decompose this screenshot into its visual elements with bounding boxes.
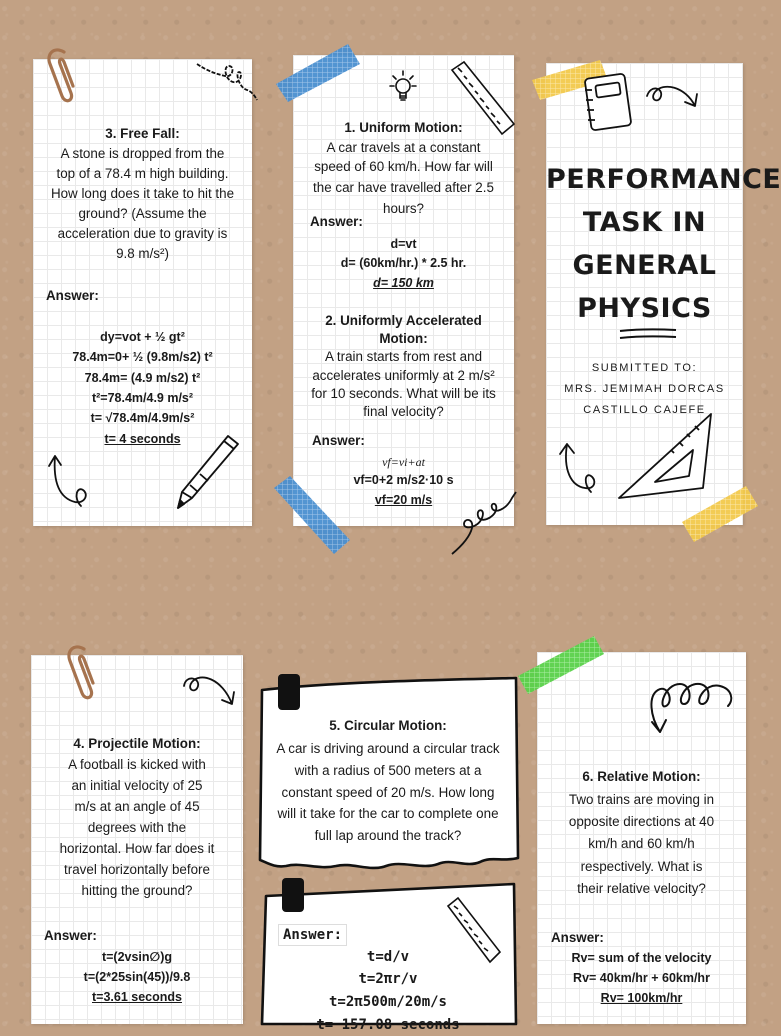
accelerated-motion-result: vf=20 m/s	[374, 493, 433, 507]
projectile-motion-line: degrees with the	[87, 820, 187, 835]
free-fall-heading: 3. Free Fall:	[105, 126, 180, 141]
accelerated-motion-line: final velocity?	[363, 404, 444, 419]
free-fall-step: t²=78.4m/4.9 m/s²	[91, 391, 194, 405]
lightbulb-icon	[385, 68, 421, 106]
accelerated-motion-line: for 10 seconds. What will be its	[311, 386, 496, 401]
free-fall-step: 78.4m= (4.9 m/s2) t²	[84, 371, 201, 385]
uniform-motion-line: the car have travelled after 2.5	[313, 180, 494, 195]
curved-arrow-icon	[555, 440, 605, 500]
free-fall-line: acceleration due to gravity is	[57, 226, 228, 241]
squiggle-icon	[450, 488, 520, 556]
circular-motion-step: t=d/v	[366, 949, 410, 965]
free-fall-line: 9.8 m/s²)	[116, 246, 169, 261]
curved-arrow-icon	[180, 670, 240, 715]
projectile-motion-line: travel horizontally before	[64, 862, 210, 877]
underline-scribble-icon	[618, 326, 678, 342]
free-fall-step: 78.4m=0+ ½ (9.8m/s2) t²	[72, 350, 213, 364]
uniform-motion-line: speed of 60 km/h. How far will	[314, 159, 493, 174]
free-fall-line: ground? (Assume the	[78, 206, 207, 221]
free-fall-step: dy=vot + ½ gt²	[100, 330, 185, 344]
circular-motion-line: full lap around the track?	[314, 828, 462, 843]
free-fall-answer-label: Answer:	[46, 288, 99, 303]
uniform-motion-line: hours?	[383, 201, 424, 216]
teacher-name: MRS. JEMIMAH DORCAS	[564, 383, 725, 395]
circular-motion-line: A car is driving around a circular track	[276, 741, 500, 756]
accelerated-motion-line: A train starts from rest and	[324, 349, 483, 364]
projectile-motion-answer-label: Answer:	[44, 928, 97, 943]
relative-motion-answer-label: Answer:	[551, 930, 604, 945]
blue-tape	[272, 474, 352, 556]
free-fall-line: top of a 78.4 m high building.	[56, 166, 229, 181]
circular-motion-step: t=2πr/v	[358, 971, 418, 987]
accelerated-motion-step: vf=0+2 m/s2·10 s	[353, 473, 454, 487]
accelerated-motion-line: accelerates uniformly at 2 m/s²	[312, 368, 495, 383]
projectile-motion-line: an initial velocity of 25	[71, 778, 203, 793]
blue-tape	[272, 42, 362, 104]
cover-title-line: PHYSICS	[577, 293, 712, 324]
projectile-motion-line: A football is kicked with	[68, 757, 206, 772]
projectile-motion-step: t=(2vsin∅)g	[101, 950, 173, 964]
uniform-motion-step: d= (60km/hr.) * 2.5 hr.	[340, 256, 467, 270]
accelerated-motion-answer-label: Answer:	[312, 433, 365, 448]
circular-motion-line: will it take for the car to complete one	[277, 806, 499, 821]
free-fall-line: How long does it take to hit the	[50, 186, 235, 201]
submitted-label: SUBMITTED TO:	[591, 362, 698, 374]
curved-arrow-icon	[45, 452, 95, 512]
circular-motion-step: t=2π500m/20m/s	[328, 994, 447, 1010]
teacher-name: CASTILLO CAJEFE	[583, 404, 706, 416]
free-fall-line: A stone is dropped from the	[60, 146, 225, 161]
circular-motion-line: constant speed of 20 m/s. How long	[281, 785, 495, 800]
projectile-motion-heading: 4. Projectile Motion:	[73, 736, 201, 751]
circular-motion-step: t= 157.08 seconds	[316, 1017, 460, 1033]
projectile-motion-line: horizontal. How far does it	[59, 841, 215, 856]
relative-motion-line: respectively. What is	[580, 859, 703, 874]
relative-motion-line: their relative velocity?	[577, 881, 706, 896]
uniform-motion-result: d= 150 km	[373, 276, 434, 290]
relative-motion-line: Two trains are moving in	[568, 792, 715, 807]
uniform-motion-line: A car travels at a constant	[326, 140, 481, 155]
circular-motion-heading: 5. Circular Motion:	[329, 718, 447, 733]
green-tape	[514, 632, 606, 698]
circular-motion-line: with a radius of 500 meters at a	[294, 763, 482, 778]
relative-motion-heading: 6. Relative Motion:	[582, 769, 701, 784]
paperclip-icon	[40, 48, 80, 108]
paperclip-icon	[60, 645, 100, 705]
projectile-motion-line: m/s at an angle of 45	[74, 799, 200, 814]
cover-title-line: GENERAL	[572, 250, 717, 281]
uniform-motion-heading: 1. Uniform Motion:	[344, 120, 463, 135]
projectile-motion-line: hitting the ground?	[81, 883, 193, 898]
relative-motion-line: opposite directions at 40	[568, 814, 715, 829]
free-fall-result: t= 4 seconds	[104, 432, 181, 446]
pencil-icon	[170, 430, 245, 515]
cover-title-line: PERFORMANCE	[546, 164, 781, 195]
uniform-motion-answer-label: Answer:	[310, 214, 363, 229]
projectile-motion-step: t=(2*25sin(45))/9.8	[83, 970, 191, 984]
relative-motion-step: Rv= sum of the velocity	[571, 951, 712, 965]
cover-title-line: TASK IN	[582, 207, 707, 238]
accelerated-motion-step: vf=vi+at	[382, 455, 425, 469]
projectile-motion-result: t=3.61 seconds	[92, 990, 182, 1004]
uniform-motion-step: d=vt	[390, 237, 417, 251]
curved-arrow-icon	[645, 82, 705, 122]
relative-motion-line: km/h and 60 km/h	[588, 836, 695, 851]
yellow-tape	[680, 484, 760, 546]
squiggle-icon	[195, 58, 265, 103]
relative-motion-step: Rv= 40km/hr + 60km/hr	[573, 971, 710, 985]
free-fall-step: t= √78.4m/4.9m/s²	[90, 411, 195, 425]
circular-motion-answer-label: Answer:	[278, 924, 347, 946]
notebook-icon	[578, 70, 638, 132]
accelerated-motion-heading: Motion:	[379, 331, 428, 346]
loop-arrow-icon	[640, 676, 740, 736]
relative-motion-result: Rv= 100km/hr	[600, 991, 683, 1005]
accelerated-motion-heading: 2. Uniformly Accelerated	[325, 313, 482, 328]
